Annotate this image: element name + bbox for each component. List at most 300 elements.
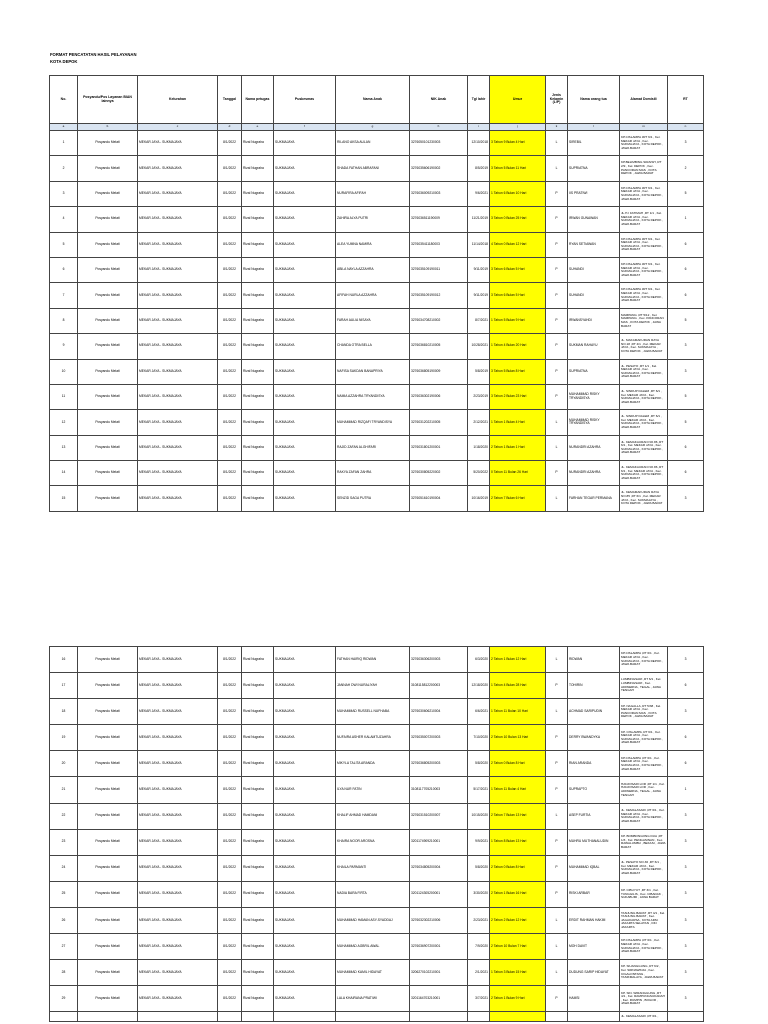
rt-cell: 3 (668, 359, 704, 384)
nama-orang-tua-cell: MUHAMMAD RISKY TRYANDISYA (568, 384, 620, 409)
rt-cell: 3 (668, 934, 704, 960)
posyandu-cell: Posyandu Melati (78, 308, 138, 333)
tgl-lahir-cell: 12/18/2020 (468, 673, 490, 699)
umur-cell: 1 Tahun 3 Bulan 15 Hari (490, 960, 546, 986)
col-letter: c (138, 124, 218, 131)
tgl-lahir-cell: 10/28/2021 (468, 334, 490, 359)
rt-cell: 6 (668, 673, 704, 699)
no-cell: 15 (50, 486, 78, 511)
col-header-petugas: Nama petugas (242, 76, 274, 124)
table-row (50, 410, 704, 435)
posyandu-cell: Posyandu Melati (78, 803, 138, 829)
alamat-cell: JL. SINDUP DALEM ,RT 6/1 , Kel. MEKAR JAYA , Kec. SUKMAJAYA , KOTA DEPOK , JAWA BARAT (620, 384, 668, 409)
alamat-cell: KP. SIUANGGUNG ,RT 6/2 , Kel. SIRNAWINJA , Kec. CIGALONTANG , TASIKMALAYA , JAWA BARAT (620, 960, 668, 986)
posyandu-cell: Posyandu Melati (78, 673, 138, 699)
petugas-cell: Rizal Nugraha (242, 855, 274, 881)
jenis-kelamin-cell: P (546, 207, 568, 232)
tgl-lahir-cell: 5/8/2020 (468, 855, 490, 881)
kelurahan-cell: MEKAR JAYA - SUKMAJAYA (138, 725, 218, 751)
no-cell: 20 (50, 751, 78, 777)
nik-anak-cell: 3276036805200003 (410, 751, 468, 777)
kelurahan-cell: MEKAR JAYA - SUKMAJAYA (138, 283, 218, 308)
tgl-lahir-cell: 2/1/2021 (468, 960, 490, 986)
table-row (50, 934, 704, 960)
nik-anak-cell: 3276051610190004 (410, 486, 468, 511)
tgl-lahir-cell: 1/18/2020 (468, 435, 490, 460)
table-row (50, 751, 704, 777)
col-header-puskesmas: Puskesmas (274, 76, 336, 124)
posyandu-cell: Posyandu Melati (78, 334, 138, 359)
umur-cell: 2 Tahun 2 Bulan 12 Hari (490, 907, 546, 933)
nama-anak-cell: NAFISA SAKDAN BANAPRIYA (336, 359, 410, 384)
kelurahan-cell: MEKAR JAYA - SUKMAJAYA (138, 384, 218, 409)
nama-anak-cell: MUHAMMAD HAMAN ASY-SYADDAJ (336, 907, 410, 933)
puskesmas-cell: SUKMAJAYA (274, 647, 336, 673)
nama-orang-tua-cell: DUDUNG SARIP HIDAYAT (568, 960, 620, 986)
nama-anak-cell: MUHAMMAD RUSSELL NUFHABA (336, 699, 410, 725)
kelurahan-cell: MEKAR JAYA - SUKMAJAYA (138, 960, 218, 986)
jenis-kelamin-cell: P (546, 751, 568, 777)
nama-anak-cell: FATHAN HAIRIQ RIDWAN (336, 647, 410, 673)
posyandu-cell: Posyandu Melati (78, 699, 138, 725)
nik-anak-cell: 3276035109190012 (410, 283, 468, 308)
tgl-lahir-cell: 6/6/2021 (468, 699, 490, 725)
col-letter: m (620, 124, 668, 131)
umur-cell: 3 Tahun 0 Bulan 25 Hari (490, 207, 546, 232)
no-cell: 10 (50, 359, 78, 384)
no-cell: 28 (50, 960, 78, 986)
nama-anak-cell: NURAFIRA AFIFAH (336, 181, 410, 206)
rt-cell: 3 (668, 986, 704, 1012)
nik-anak-cell: 3276050101230003 (410, 131, 468, 156)
kelurahan-cell: MEKAR JAYA - SUKMAJAYA (138, 359, 218, 384)
alamat-cell: HANJOSARI LOR ,RT 1/1 , Kel. HANJOSARI LOR , Kec. ADIWERNA , TEGAL , JAWA TENGAH (620, 777, 668, 803)
posyandu-cell: Posyandu Melati (78, 131, 138, 156)
petugas-cell: Rizal Nugraha (242, 803, 274, 829)
alamat-cell: KP.CISLAMPA JRT 6/1 , Kel. MEKAR JAYA , Kec. SUKMAJAYA , KOTA DEPOK , JAWA BARAT (620, 232, 668, 257)
alamat-cell: JL. KEMAKAURAN NO.86 ,RT 6/1 , Kel. MEKAR JAYA , Kec. SUKMAJAYA , KOTA DEPOK , JAWA BARAT (620, 435, 668, 460)
umur-cell: 1 Tahun 6 Bulan 10 Hari (490, 181, 546, 206)
table-row (50, 207, 704, 232)
puskesmas-cell: SUKMAJAYA (274, 156, 336, 181)
tgl-lahir-cell: 2/23/2021 (468, 907, 490, 933)
tgl-lahir-cell: 3/7/2021 (468, 986, 490, 1012)
alamat-cell: JL. KEMAKAURAN NO.86 ,RT 6/1 , Kel. MEKAR JAYA , Kec. SUKMAJAYA , KOTA DEPOK , JAWA BARAT (620, 461, 668, 486)
nik-anak-cell: 3276036907200001 (410, 934, 468, 960)
posyandu-cell (78, 1012, 138, 1022)
table-row (50, 829, 704, 855)
col-header-kelurahan: Kelurahan (138, 76, 218, 124)
nik-anak-cell: 3108117705210003 (410, 777, 468, 803)
table-row (50, 232, 704, 257)
nama-anak-cell: SENZID SAGA PUTRA (336, 486, 410, 511)
nama-orang-tua-cell: IRWANSYAHDI (568, 308, 620, 333)
rt-cell: 3 (668, 803, 704, 829)
jenis-kelamin-cell: P (546, 384, 568, 409)
nik-anak-cell: 3276036009210003 (410, 181, 468, 206)
petugas-cell: Rizal Nugraha (242, 986, 274, 1012)
jenis-kelamin-cell: L (546, 410, 568, 435)
tgl-lahir-cell: 3/30/2020 (468, 881, 490, 907)
umur-cell: 3 Tahun 9 Bulan 4 Hari (490, 131, 546, 156)
umur-cell: 3 Tahun 2 Bulan 23 Hari (490, 384, 546, 409)
nama-anak-cell: ABILA NAYLA AZZAHRA (336, 257, 410, 282)
table-row (50, 384, 704, 409)
table-row (50, 283, 704, 308)
petugas-cell: Rizal Nugraha (242, 283, 274, 308)
puskesmas-cell: SUKMAJAYA (274, 232, 336, 257)
col-header-rt: RT (668, 76, 704, 124)
kelurahan-cell: MEKAR JAYA - SUKMAJAYA (138, 232, 218, 257)
posyandu-cell: Posyandu Melati (78, 181, 138, 206)
petugas-cell: Rizal Nugraha (242, 960, 274, 986)
no-cell: 21 (50, 777, 78, 803)
umur-cell (490, 1012, 546, 1022)
puskesmas-cell: SUKMAJAYA (274, 725, 336, 751)
service-record-table-page1 (49, 75, 704, 512)
col-letter: h (410, 124, 468, 131)
rt-cell: 1 (668, 777, 704, 803)
document-subtitle: KOTA DEPOK (50, 59, 78, 64)
petugas-cell: Rizal Nugraha (242, 359, 274, 384)
umur-cell: 2 Tahun 1 Bulan 12 Hari (490, 647, 546, 673)
no-cell: 23 (50, 829, 78, 855)
petugas-cell: Rizal Nugraha (242, 647, 274, 673)
table-row (50, 855, 704, 881)
nama-anak-cell (336, 1012, 410, 1022)
tgl-lahir-cell: 9/11/2019 (468, 257, 490, 282)
col-header-nik-anak: NIK Anak (410, 76, 468, 124)
col-header-tanggal: Tanggal (218, 76, 242, 124)
nik-anak-cell: 3276032302210006 (410, 907, 468, 933)
tgl-lahir-cell (468, 1012, 490, 1022)
tanggal-cell: 8/1/2022 (218, 829, 242, 855)
tanggal-cell: 8/1/2022 (218, 232, 242, 257)
tanggal-cell: 8/1/2022 (218, 881, 242, 907)
col-letter: j (490, 124, 546, 131)
table-row (50, 486, 704, 511)
rt-cell: 5 (668, 384, 704, 409)
col-header-jenis-kelamin: Jenis Kelamin (L/P) (546, 76, 568, 124)
no-cell: 11 (50, 384, 78, 409)
kelurahan-cell: MEKAR JAYA - SUKMAJAYA (138, 207, 218, 232)
tgl-lahir-cell: 9/6/2021 (468, 181, 490, 206)
tanggal-cell: 8/1/2022 (218, 986, 242, 1012)
alamat-cell: JL. MAKAMAKURAN RAYA NO.18 ,RT 4/1 , Kel. MEKAR JAYA , Kec. SUKMAJAYA , KOTA DEPOK , JAWA BARAT (620, 334, 668, 359)
posyandu-cell: Posyandu Melati (78, 283, 138, 308)
nama-orang-tua-cell: SUHANDI (568, 283, 620, 308)
tgl-lahir-cell: 5/20/2022 (468, 461, 490, 486)
nik-anak-cell: 3276036306200003 (410, 647, 468, 673)
nama-anak-cell: NAMIA AZZAHRA TRYANDISYA (336, 384, 410, 409)
nama-orang-tua-cell: SUPRIATNA (568, 156, 620, 181)
jenis-kelamin-cell: L (546, 934, 568, 960)
umur-cell: 4 Tahun 0 Bulan 12 Hari (490, 232, 546, 257)
jenis-kelamin-cell: L (546, 131, 568, 156)
table-row-partial (50, 1012, 704, 1022)
alamat-cell: MAMPANG ,RT 5/12 , Kel. MAMPANG , Kec. PANCORAN MAS , KOTA DEPOK , JAWA BARAT (620, 308, 668, 333)
kelurahan-cell: MEKAR JAYA - SUKMAJAYA (138, 181, 218, 206)
nama-orang-tua-cell: SUHANDI (568, 257, 620, 282)
nik-anak-cell: 3276035109190011 (410, 257, 468, 282)
puskesmas-cell: SUKMAJAYA (274, 960, 336, 986)
umur-cell: 2 Tahun 1 Bulan 16 Hari (490, 881, 546, 907)
umur-cell: 2 Tahun 10 Bulan 7 Hari (490, 934, 546, 960)
petugas-cell: Rizal Nugraha (242, 207, 274, 232)
kelurahan-cell: MEKAR JAYA - SUKMAJAYA (138, 647, 218, 673)
tanggal-cell: 8/1/2022 (218, 334, 242, 359)
puskesmas-cell: SUKMAJAYA (274, 283, 336, 308)
tanggal-cell: 8/1/2022 (218, 725, 242, 751)
col-header-alamat: Alamat Domisili (620, 76, 668, 124)
tgl-lahir-cell: 12/10/2018 (468, 131, 490, 156)
nik-anak-cell: 3276036810210005 (410, 334, 468, 359)
petugas-cell: Rizal Nugraha (242, 461, 274, 486)
no-cell: 18 (50, 699, 78, 725)
nama-anak-cell: MIKYLA TALITA ARANDA (336, 751, 410, 777)
nama-anak-cell: MUHAMMAD AGBRIL AWAL (336, 934, 410, 960)
posyandu-cell: Posyandu Melati (78, 384, 138, 409)
puskesmas-cell: SUKMAJAYA (274, 181, 336, 206)
umur-cell: 1 Tahun 1 Bulan 4 Hari (490, 410, 546, 435)
tanggal-cell (218, 1012, 242, 1022)
puskesmas-cell: SUKMAJAYA (274, 751, 336, 777)
kelurahan-cell: MEKAR JAYA - SUKMAJAYA (138, 907, 218, 933)
kelurahan-cell: MEKAR JAYA - SUKMAJAYA (138, 156, 218, 181)
puskesmas-cell: SUKMAJAYA (274, 881, 336, 907)
column-header-row (50, 76, 704, 124)
umur-cell: 1 Tahun 4 Bulan 20 Hari (490, 334, 546, 359)
posyandu-cell: Posyandu Melati (78, 934, 138, 960)
kelurahan-cell: MEKAR JAYA - SUKMAJAYA (138, 308, 218, 333)
rt-cell: 5 (668, 410, 704, 435)
nik-anak-cell: 3276031510200007 (410, 803, 468, 829)
kelurahan-cell: MEKAR JAYA - SUKMAJAYA (138, 881, 218, 907)
jenis-kelamin-cell: P (546, 881, 568, 907)
nik-anak-cell: 3276030805220002 (410, 461, 468, 486)
rt-cell (668, 1012, 704, 1022)
posyandu-cell: Posyandu Melati (78, 751, 138, 777)
nama-orang-tua-cell: DERRY BWANDYKA (568, 725, 620, 751)
umur-cell: 2 Tahun 0 Bulan 8 Hari (490, 751, 546, 777)
umur-cell: 1 Tahun 11 Bulan 10 Hari (490, 699, 546, 725)
tgl-lahir-cell: 2/12/2021 (468, 410, 490, 435)
umur-cell: 2 Tahun 10 Bulan 13 Hari (490, 725, 546, 751)
jenis-kelamin-cell: L (546, 486, 568, 511)
no-cell: 14 (50, 461, 78, 486)
nama-orang-tua-cell (568, 1012, 620, 1022)
jenis-kelamin-cell: L (546, 435, 568, 460)
puskesmas-cell: SUKMAJAYA (274, 777, 336, 803)
tanggal-cell: 8/1/2022 (218, 907, 242, 933)
petugas-cell: Rizal Nugraha (242, 181, 274, 206)
rt-cell: 3 (668, 855, 704, 881)
table-row (50, 907, 704, 933)
no-cell: 7 (50, 283, 78, 308)
rt-cell: 3 (668, 131, 704, 156)
alamat-cell: KP. CIBUYUT ,RT 3/1 , Kel. TUNGGILIS , Kec. CIBADAK , SUKABUMI , JAWA BARAT (620, 881, 668, 907)
alamat-cell: LUMBINGSARI ,RT 6/1 , Kel. LUMBINGSARI , Kec. ADIWERNA , TEGAL , JAWA TENGAH (620, 673, 668, 699)
nama-orang-tua-cell: ASEP FURTIA (568, 803, 620, 829)
no-cell: 17 (50, 673, 78, 699)
alamat-cell: JL. SINDUP DALEM ,RT 6/1 , Kel. MEKAR JAYA , Kec. SUKMAJAYA , KOTA DEPOK , JAWA BARAT (620, 410, 668, 435)
column-letter-row (50, 124, 704, 131)
no-cell: 12 (50, 410, 78, 435)
umur-cell: 2 Tahun 1 Bulan 9 Hari (490, 986, 546, 1012)
col-letter: d (218, 124, 242, 131)
col-letter: e (242, 124, 274, 131)
nama-orang-tua-cell: HAMSI (568, 986, 620, 1012)
nama-anak-cell: RAKYA ZAFAN ZAHRA (336, 461, 410, 486)
col-letter: i (468, 124, 490, 131)
posyandu-cell: Posyandu Melati (78, 410, 138, 435)
jenis-kelamin-cell (546, 1012, 568, 1022)
jenis-kelamin-cell: L (546, 803, 568, 829)
umur-cell: 2 Tahun 0 Bulan 8 Hari (490, 855, 546, 881)
table-row (50, 725, 704, 751)
nik-anak-cell: 3276031202210005 (410, 410, 468, 435)
nama-anak-cell: MUHAMMAD KAMIL HIDAYAT (336, 960, 410, 986)
kelurahan-cell: MEKAR JAYA - SUKMAJAYA (138, 334, 218, 359)
nama-orang-tua-cell: ACHMAD SARIPUDIN (568, 699, 620, 725)
petugas-cell: Rizal Nugraha (242, 334, 274, 359)
rt-cell: 6 (668, 751, 704, 777)
table-row (50, 435, 704, 460)
puskesmas-cell: SUKMAJAYA (274, 131, 336, 156)
table-row (50, 699, 704, 725)
rt-cell: 3 (668, 881, 704, 907)
table-row (50, 881, 704, 907)
tanggal-cell: 8/1/2022 (218, 257, 242, 282)
table-row (50, 986, 704, 1012)
no-cell: 4 (50, 207, 78, 232)
posyandu-cell: Posyandu Melati (78, 855, 138, 881)
nama-orang-tua-cell: TOHIRIN (568, 673, 620, 699)
tgl-lahir-cell: 9/9/2021 (468, 829, 490, 855)
nama-orang-tua-cell: MUHAMMAD IQBAL (568, 855, 620, 881)
posyandu-cell: Posyandu Melati (78, 777, 138, 803)
tgl-lahir-cell: 11/14/2018 (468, 232, 490, 257)
alamat-cell: JL. KEMAMAKURAN RAYA NO.85 ,RT 6/1 , Kel. MEKAR JAYA , Kec. SUKMAJAYA , KOTA DEPOK , JAWA BARAT (620, 486, 668, 511)
nama-anak-cell: KHAILA PARMANTI (336, 855, 410, 881)
tgl-lahir-cell: 7/9/2020 (468, 934, 490, 960)
umur-cell: 0 Tahun 11 Bulan 26 Hari (490, 461, 546, 486)
table-row (50, 673, 704, 699)
puskesmas-cell: SUKMAJAYA (274, 257, 336, 282)
tanggal-cell: 8/1/2022 (218, 673, 242, 699)
posyandu-cell: Posyandu Melati (78, 207, 138, 232)
nama-orang-tua-cell: RIAN ARANDA (568, 751, 620, 777)
col-header-nama-orang-tua: Nama orang tua (568, 76, 620, 124)
table-row (50, 647, 704, 673)
kelurahan-cell: MEKAR JAYA - SUKMAJAYA (138, 986, 218, 1012)
umur-cell: 3 Tahun 6 Bulan 5 Hari (490, 283, 546, 308)
alamat-cell: KP.CISLAMPA ,RT 6/1 , Kel. MEKAR JAYA , Kec. SUKMAJAYA , KOTA DEPOK , JAWA BARAT (620, 934, 668, 960)
nama-orang-tua-cell: ERDIT RAHMAN HAKIM (568, 907, 620, 933)
nama-anak-cell: SHADA FATHAN ABRAFANI (336, 156, 410, 181)
nama-orang-tua-cell: MUHAMMAD RISKY TRYANDISYA (568, 410, 620, 435)
nik-anak-cell: 3276031801200001 (410, 435, 468, 460)
kelurahan-cell: MEKAR JAYA - SUKMAJAYA (138, 257, 218, 282)
col-letter: a (50, 124, 78, 131)
tanggal-cell: 8/1/2022 (218, 461, 242, 486)
nama-anak-cell: KHAIRA NOOR AROSNA (336, 829, 410, 855)
jenis-kelamin-cell: P (546, 334, 568, 359)
nik-anak-cell: 3276036511190009 (410, 207, 468, 232)
alamat-cell: KP.CISLAMPA JRT 6/1 , Kel. MEKAR JAYA , Kec. SUKMAJAYA , KOTA DEPOK , JAWA BARAT (620, 257, 668, 282)
posyandu-cell: Posyandu Melati (78, 257, 138, 282)
nik-anak-cell: 3201124305200001 (410, 881, 468, 907)
jenis-kelamin-cell: L (546, 907, 568, 933)
tanggal-cell: 8/1/2022 (218, 435, 242, 460)
tanggal-cell: 8/1/2022 (218, 359, 242, 384)
table-row (50, 461, 704, 486)
col-letter: g (336, 124, 410, 131)
document-header (50, 51, 136, 65)
tgl-lahir-cell: 2/23/2019 (468, 384, 490, 409)
table-row (50, 803, 704, 829)
jenis-kelamin-cell: P (546, 986, 568, 1012)
puskesmas-cell: SUKMAJAYA (274, 855, 336, 881)
tanggal-cell: 8/1/2022 (218, 486, 242, 511)
rt-cell: 6 (668, 257, 704, 282)
rt-cell: 6 (668, 435, 704, 460)
nama-anak-cell: AFIFAH NURLA AZZAHRA (336, 283, 410, 308)
puskesmas-cell: SUKMAJAYA (274, 699, 336, 725)
service-record-table-page2 (49, 646, 704, 1022)
nik-anak-cell: 3276035411180003 (410, 232, 468, 257)
jenis-kelamin-cell: P (546, 181, 568, 206)
col-header-no: No. (50, 76, 78, 124)
nik-anak-cell: 3108115812200003 (410, 673, 468, 699)
no-cell: 16 (50, 647, 78, 673)
jenis-kelamin-cell: P (546, 257, 568, 282)
petugas-cell: Rizal Nugraha (242, 934, 274, 960)
nama-anak-cell: KHALIF AHMAD HAMDANI (336, 803, 410, 829)
alamat-cell: JL.H.I FATIMAH ,RT 1/1 , Kel. MEKAR JAYA , Kec. SUKMAJAYA , KOTA DEPOK , JAWA BARAT (620, 207, 668, 232)
alamat-cell: JL. PESATO ,RT 1/1 , Kel. MEKAR JAYA , Kec. SUKMAJAYA , KOTA DEPOK , JAWA BARAT (620, 359, 668, 384)
nik-anak-cell: 3206270102210001 (410, 960, 468, 986)
alamat-cell: KP. NAGALLA ,RT 5/38 , Kel. MEKAR JAYA , Kec. PANCORAN MAS , KOTA DEPOK , JAWA BARAT (620, 699, 668, 725)
jenis-kelamin-cell: P (546, 855, 568, 881)
puskesmas-cell: SUKMAJAYA (274, 907, 336, 933)
kelurahan-cell: MEKAR JAYA - SUKMAJAYA (138, 486, 218, 511)
nik-anak-cell: 3201164703210001 (410, 986, 468, 1012)
no-cell: 1 (50, 131, 78, 156)
petugas-cell: Rizal Nugraha (242, 384, 274, 409)
nik-anak-cell: 3276036805190009 (410, 359, 468, 384)
no-cell: 8 (50, 308, 78, 333)
umur-cell: 1 Tahun 4 Bulan 28 Hari (490, 673, 546, 699)
petugas-cell: Rizal Nugraha (242, 907, 274, 933)
posyandu-cell: Posyandu Melati (78, 461, 138, 486)
col-letter: l (568, 124, 620, 131)
rt-cell: 3 (668, 960, 704, 986)
petugas-cell: Rizal Nugraha (242, 435, 274, 460)
nik-anak-cell: 3276035007200003 (410, 725, 468, 751)
puskesmas-cell: SUKMAJAYA (274, 308, 336, 333)
umur-cell: 2 Tahun 7 Bulan 6 Hari (490, 486, 546, 511)
kelurahan-cell: MEKAR JAYA - SUKMAJAYA (138, 829, 218, 855)
nama-orang-tua-cell: SIREBIL (568, 131, 620, 156)
no-cell: 19 (50, 725, 78, 751)
alamat-cell: TANJUNG BARAT ,RT 4/1 , Kel. TANJUNG BARAT , Kec. JAGAKARSA , KOTA ADM. JAKARTA SELATAN , DKI JAKARTA (620, 907, 668, 933)
nik-anak-cell: 3276035606190002 (410, 156, 468, 181)
petugas-cell: Rizal Nugraha (242, 725, 274, 751)
col-header-nama-anak: Nama Anak (336, 76, 410, 124)
puskesmas-cell: SUKMAJAYA (274, 334, 336, 359)
nama-anak-cell: FARAH AULIA NISAYA (336, 308, 410, 333)
